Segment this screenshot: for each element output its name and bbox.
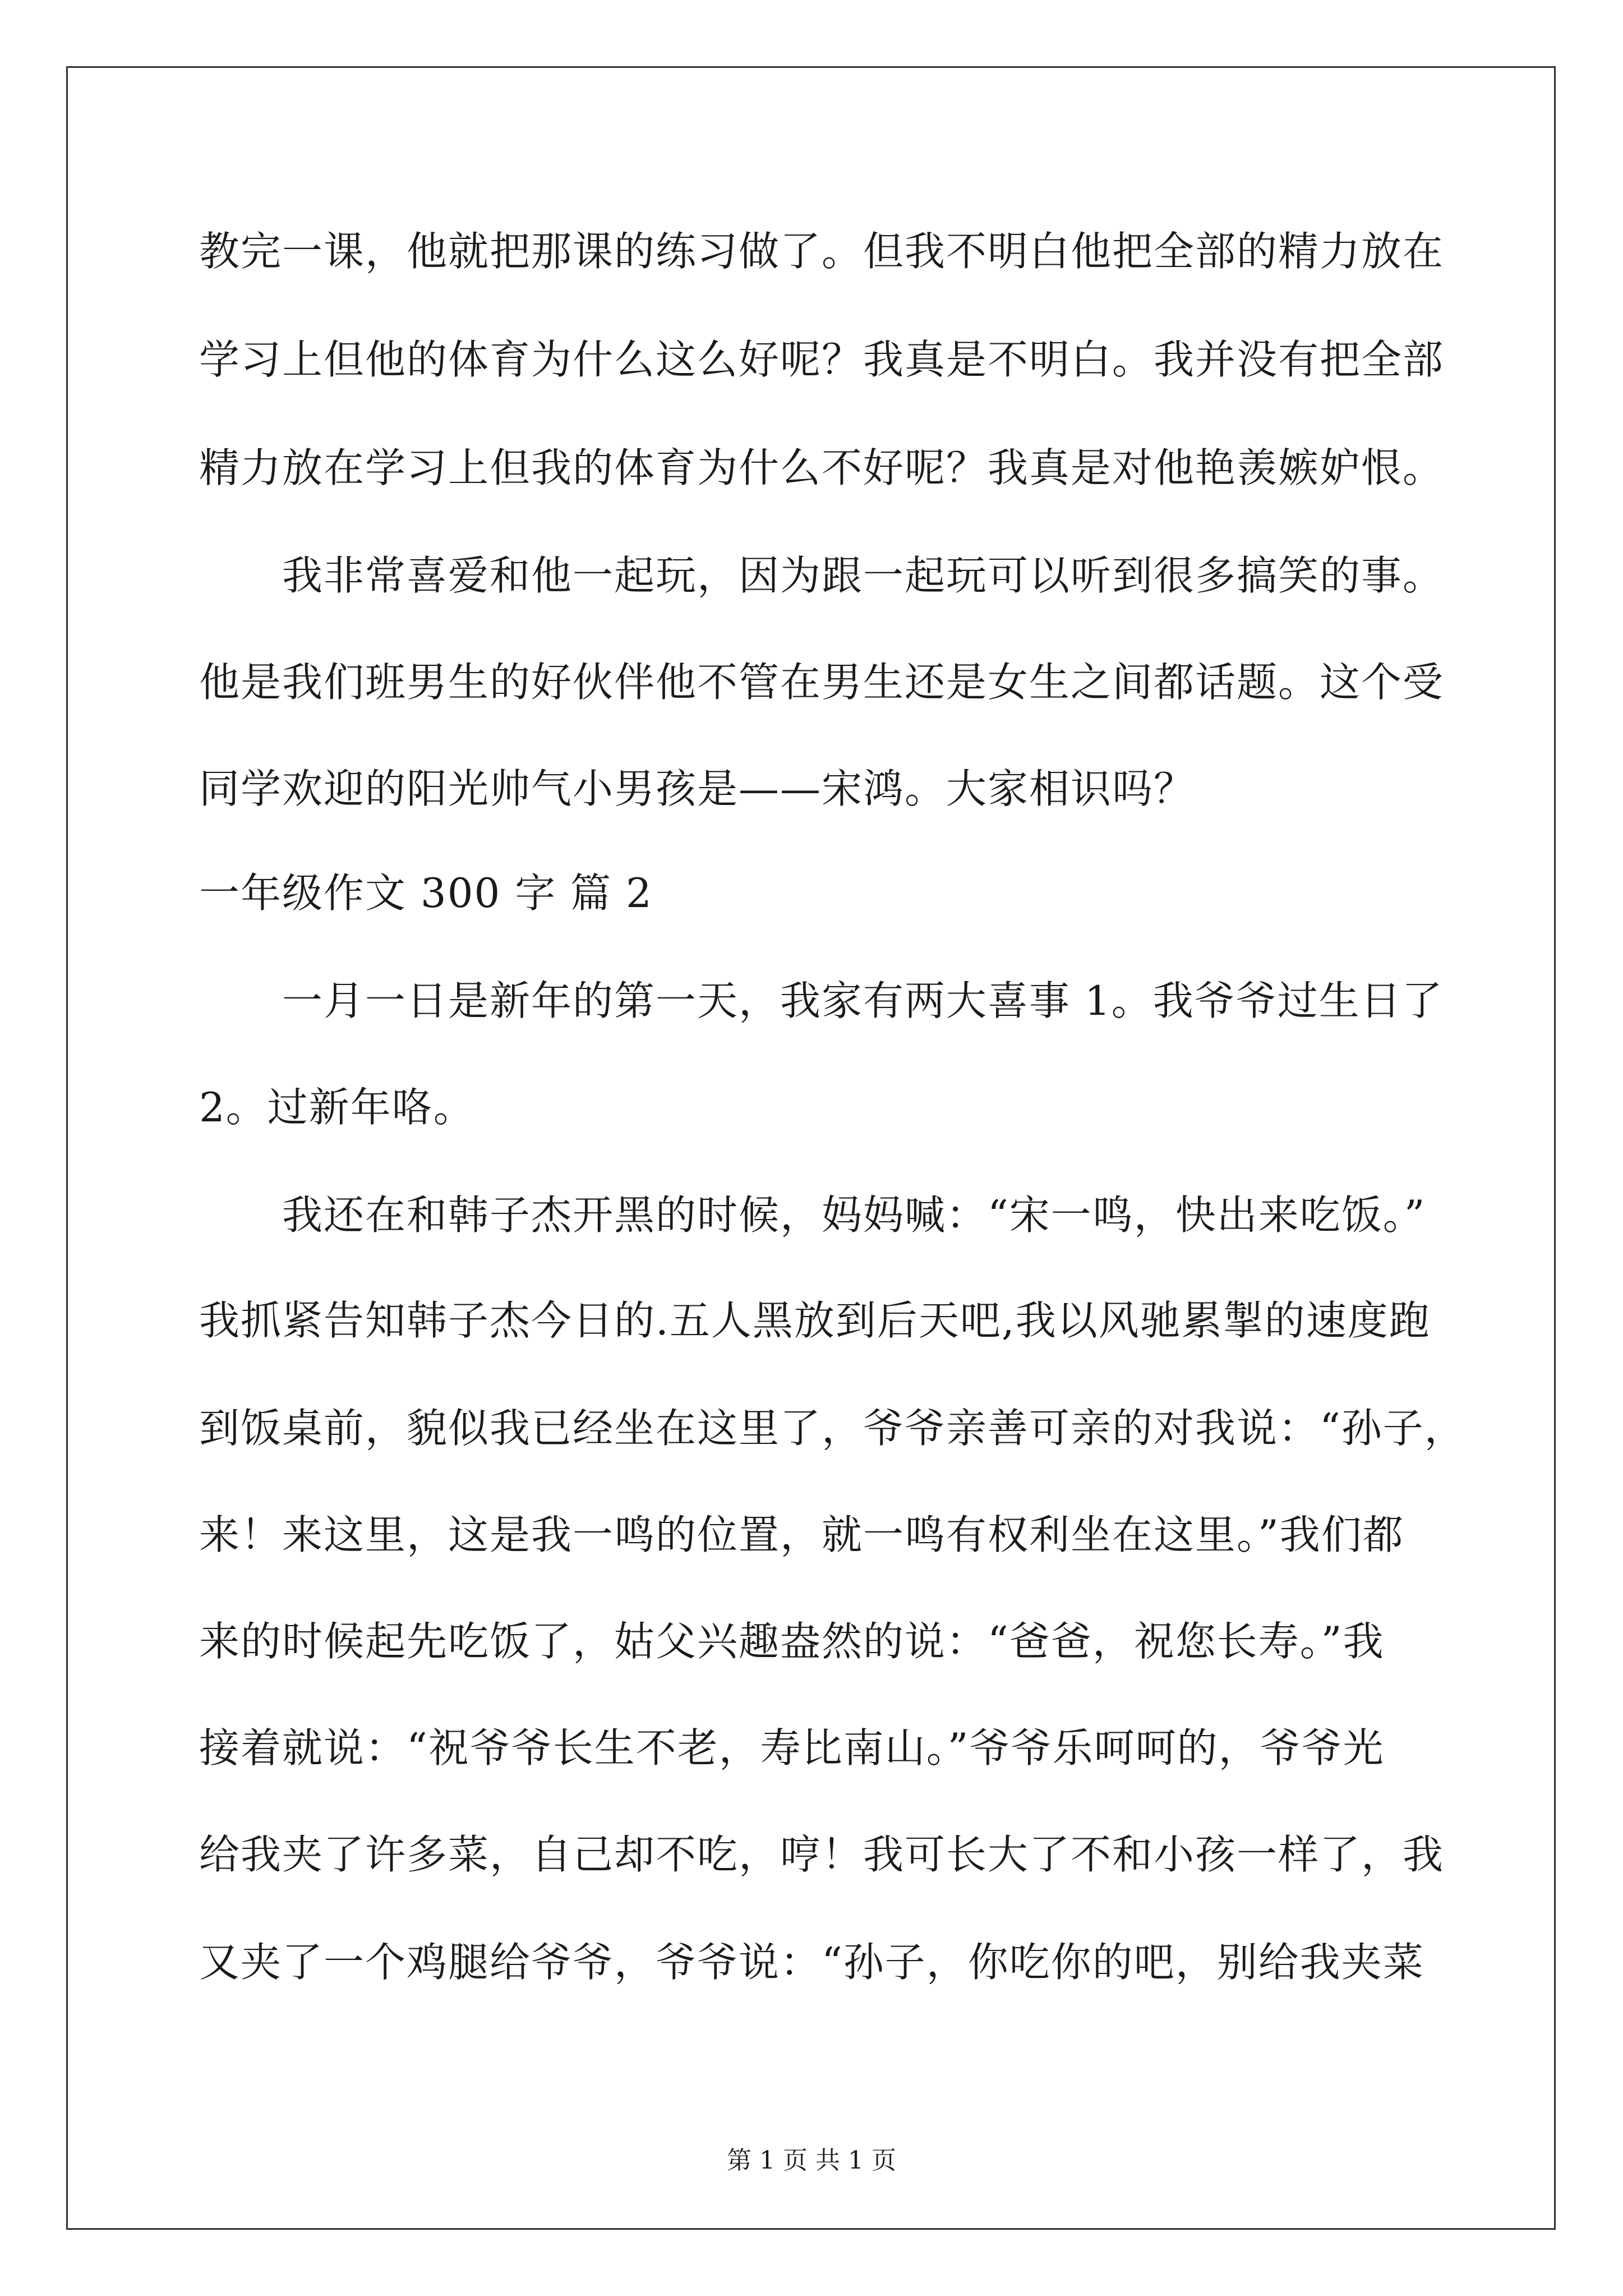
text-line: 我非常喜爱和他一起玩，因为跟一起玩可以听到很多搞笑的事。 [199, 552, 1445, 599]
section-heading: 一年级作文 300 字 篇 2 [199, 869, 653, 917]
text-line: 2。过新年咯。 [199, 1084, 475, 1131]
text-line: 他是我们班男生的好伙伴他不管在男生还是女生之间都话题。这个受 [199, 659, 1445, 706]
text-line: 给我夹了许多菜，自己却不吃，哼！我可长大了不和小孩一样了，我 [199, 1831, 1445, 1878]
text-line: 我抓紧告知韩子杰今日的.五人黑放到后天吧,我以风驰累掣的速度跑 [199, 1297, 1431, 1344]
page-border [66, 66, 1556, 2230]
text-line: 接着就说：“祝爷爷长生不老，寿比南山。”爷爷乐呵呵的，爷爷光 [199, 1724, 1385, 1772]
text-line: 一月一日是新年的第一天，我家有两大喜事 1。我爷爷过生日了 [199, 977, 1444, 1024]
page-footer: 第 1 页 共 1 页 [727, 2146, 896, 2175]
text-line: 学习上但他的体育为什么这么好呢？我真是不明白。我并没有把全部 [199, 336, 1445, 383]
text-line: 又夹了一个鸡腿给爷爷，爷爷说：“孙子，你吃你的吧，别给我夹菜 [199, 1939, 1424, 1986]
text-line: 来的时候起先吃饭了，姑父兴趣盎然的说：“爸爸，祝您长寿。”我 [199, 1618, 1385, 1665]
text-line: 到饭桌前，貌似我已经坐在这里了，爷爷亲善可亲的对我说：“孙子， [199, 1405, 1466, 1452]
text-line: 教完一课，他就把那课的练习做了。但我不明白他把全部的精力放在 [199, 228, 1445, 275]
text-line: 我还在和韩子杰开黑的时候，妈妈喊：“宋一鸣，快出来吃饭。” [199, 1191, 1426, 1239]
text-line: 精力放在学习上但我的体育为什么不好呢？我真是对他艳羡嫉妒恨。 [199, 444, 1445, 491]
text-line: 来！来这里，这是我一鸣的位置，就一鸣有权利坐在这里。”我们都 [199, 1511, 1404, 1558]
text-line: 同学欢迎的阳光帅气小男孩是——宋鸿。大家相识吗？ [199, 765, 1196, 812]
